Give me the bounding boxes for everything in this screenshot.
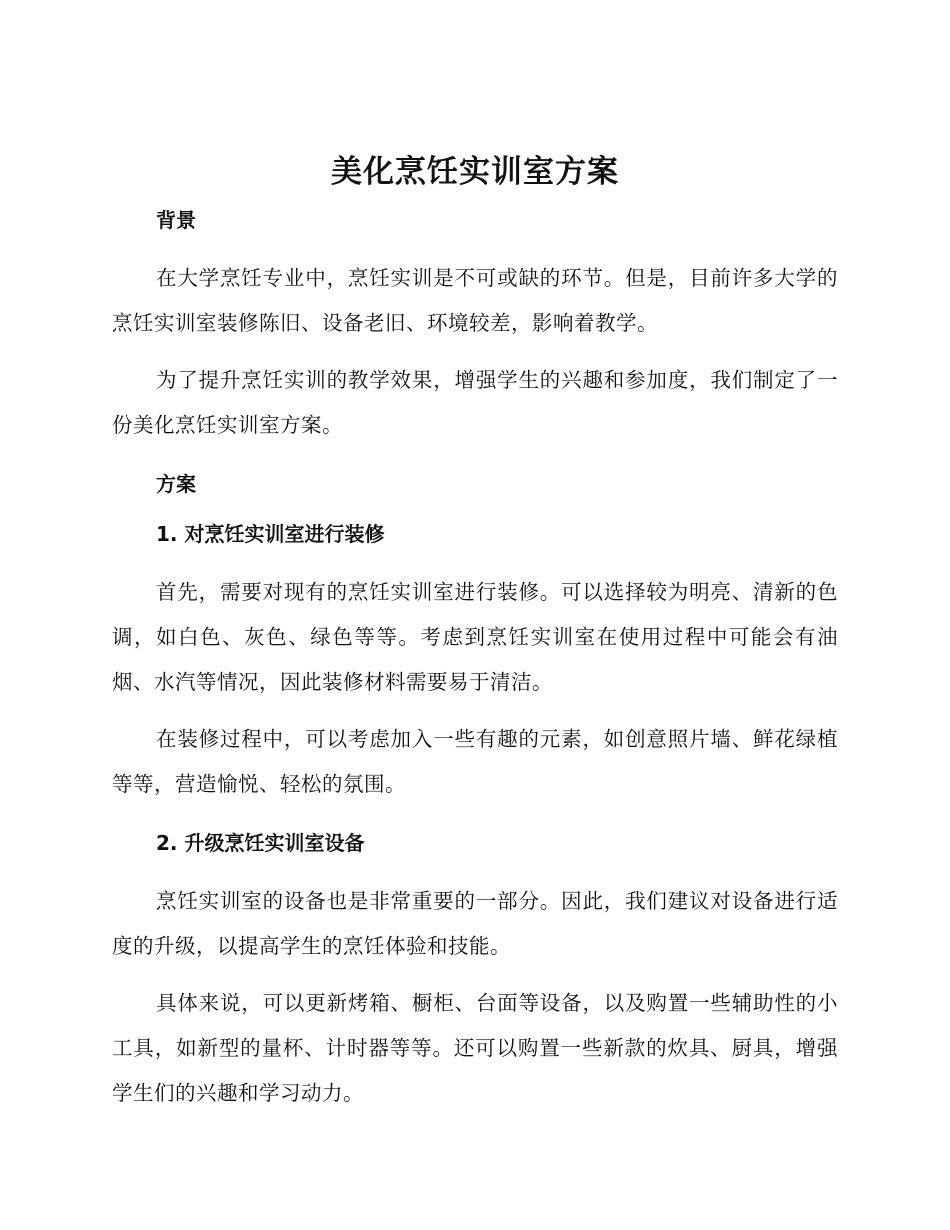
section-heading-plan: 方案	[156, 472, 196, 496]
section-heading-background: 背景	[156, 208, 196, 232]
document-title: 美化烹饪实训室方案	[331, 154, 619, 190]
paragraph: 在装修过程中，可以考虑加入一些有趣的元素，如创意照片墙、鲜花绿植等等，营造愉悦、轻松的氛围。	[112, 727, 838, 796]
paragraph: 具体来说，可以更新烤箱、橱柜、台面等设备，以及购置一些辅助性的小工具，如新型的量杯、计时器等等。还可以购置一些新款的炊具、厨具，增强学生们的兴趣和学习动力。	[112, 991, 838, 1105]
paragraph: 首先，需要对现有的烹饪实训室进行装修。可以选择较为明亮、清新的色调，如白色、灰色、绿色等等。考虑到烹饪实训室在使用过程中可能会有油烟、水汽等情况，因此装修材料需要易于清洁。	[112, 580, 838, 694]
paragraph: 烹饪实训室的设备也是非常重要的一部分。因此，我们建议对设备进行适度的升级，以提高学生的烹饪体验和技能。	[112, 889, 838, 958]
subsection-heading-equipment: 2. 升级烹饪实训室设备	[156, 831, 365, 855]
subsection-heading-renovation: 1. 对烹饪实训室进行装修	[156, 522, 385, 546]
paragraph: 在大学烹饪专业中，烹饪实训是不可或缺的环节。但是，目前许多大学的烹饪实训室装修陈旧、设备老旧、环境较差，影响着教学。	[112, 266, 838, 335]
paragraph: 为了提升烹饪实训的教学效果，增强学生的兴趣和参加度，我们制定了一份美化烹饪实训室方案。	[112, 368, 838, 437]
